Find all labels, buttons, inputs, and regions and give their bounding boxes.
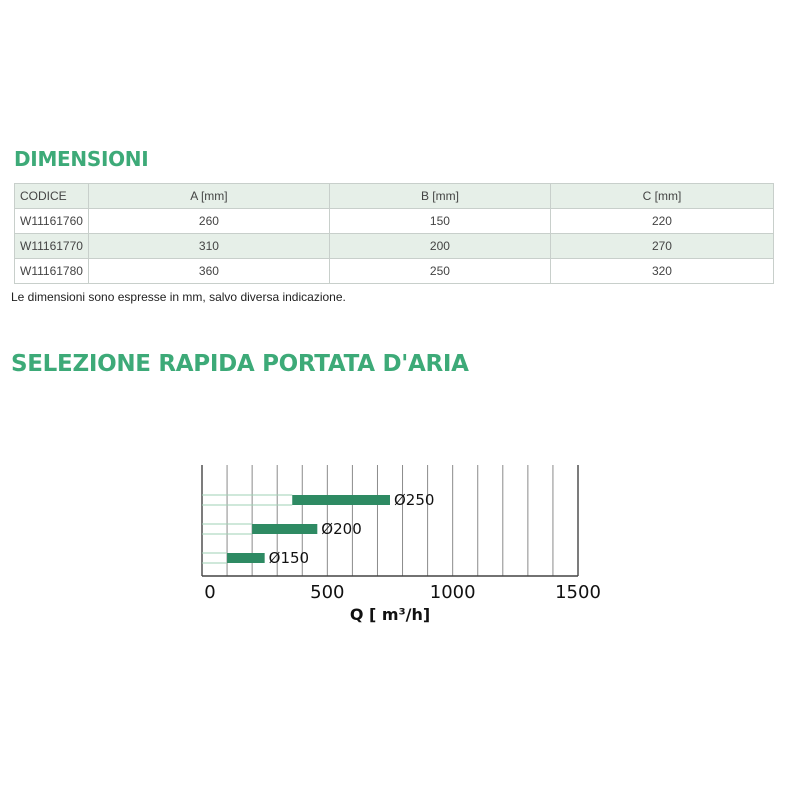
selection-title: SELEZIONE RAPIDA PORTATA D'ARIA	[11, 351, 469, 377]
x-tick-label: 0	[204, 582, 216, 603]
cell-c: 320	[550, 259, 773, 284]
cell-b: 200	[329, 234, 550, 259]
x-tick-label: 1500	[555, 582, 601, 603]
bar-label: Ø250	[394, 491, 435, 509]
cell-code: W11161770	[15, 234, 89, 259]
cell-code: W11161760	[15, 209, 89, 234]
x-tick-label: 500	[310, 582, 345, 603]
cell-a: 260	[88, 209, 329, 234]
header-codice: CODICE	[15, 184, 89, 209]
header-a: A [mm]	[88, 184, 329, 209]
chart-ticks	[204, 582, 601, 603]
header-c: C [mm]	[550, 184, 773, 209]
range-bar	[292, 495, 390, 505]
bar-label: Ø200	[321, 520, 362, 538]
x-axis-label: Q [ m³/h]	[349, 605, 431, 624]
cell-b: 150	[329, 209, 550, 234]
dimensions-note: Le dimensioni sono espresse in mm, salvo diversa indicazione.	[11, 290, 346, 304]
cell-a: 360	[88, 259, 329, 284]
cell-a: 310	[88, 234, 329, 259]
x-tick-label: 1000	[429, 582, 476, 603]
range-bar	[252, 524, 317, 534]
header-b: B [mm]	[329, 184, 550, 209]
cell-c: 270	[550, 234, 773, 259]
chart-bars	[227, 491, 434, 567]
dimensions-title: DIMENSIONI	[14, 147, 149, 171]
cell-code: W11161780	[15, 259, 89, 284]
range-bar	[227, 553, 265, 563]
bar-label: Ø150	[268, 549, 310, 567]
cell-c: 220	[550, 209, 773, 234]
cell-b: 250	[329, 259, 550, 284]
